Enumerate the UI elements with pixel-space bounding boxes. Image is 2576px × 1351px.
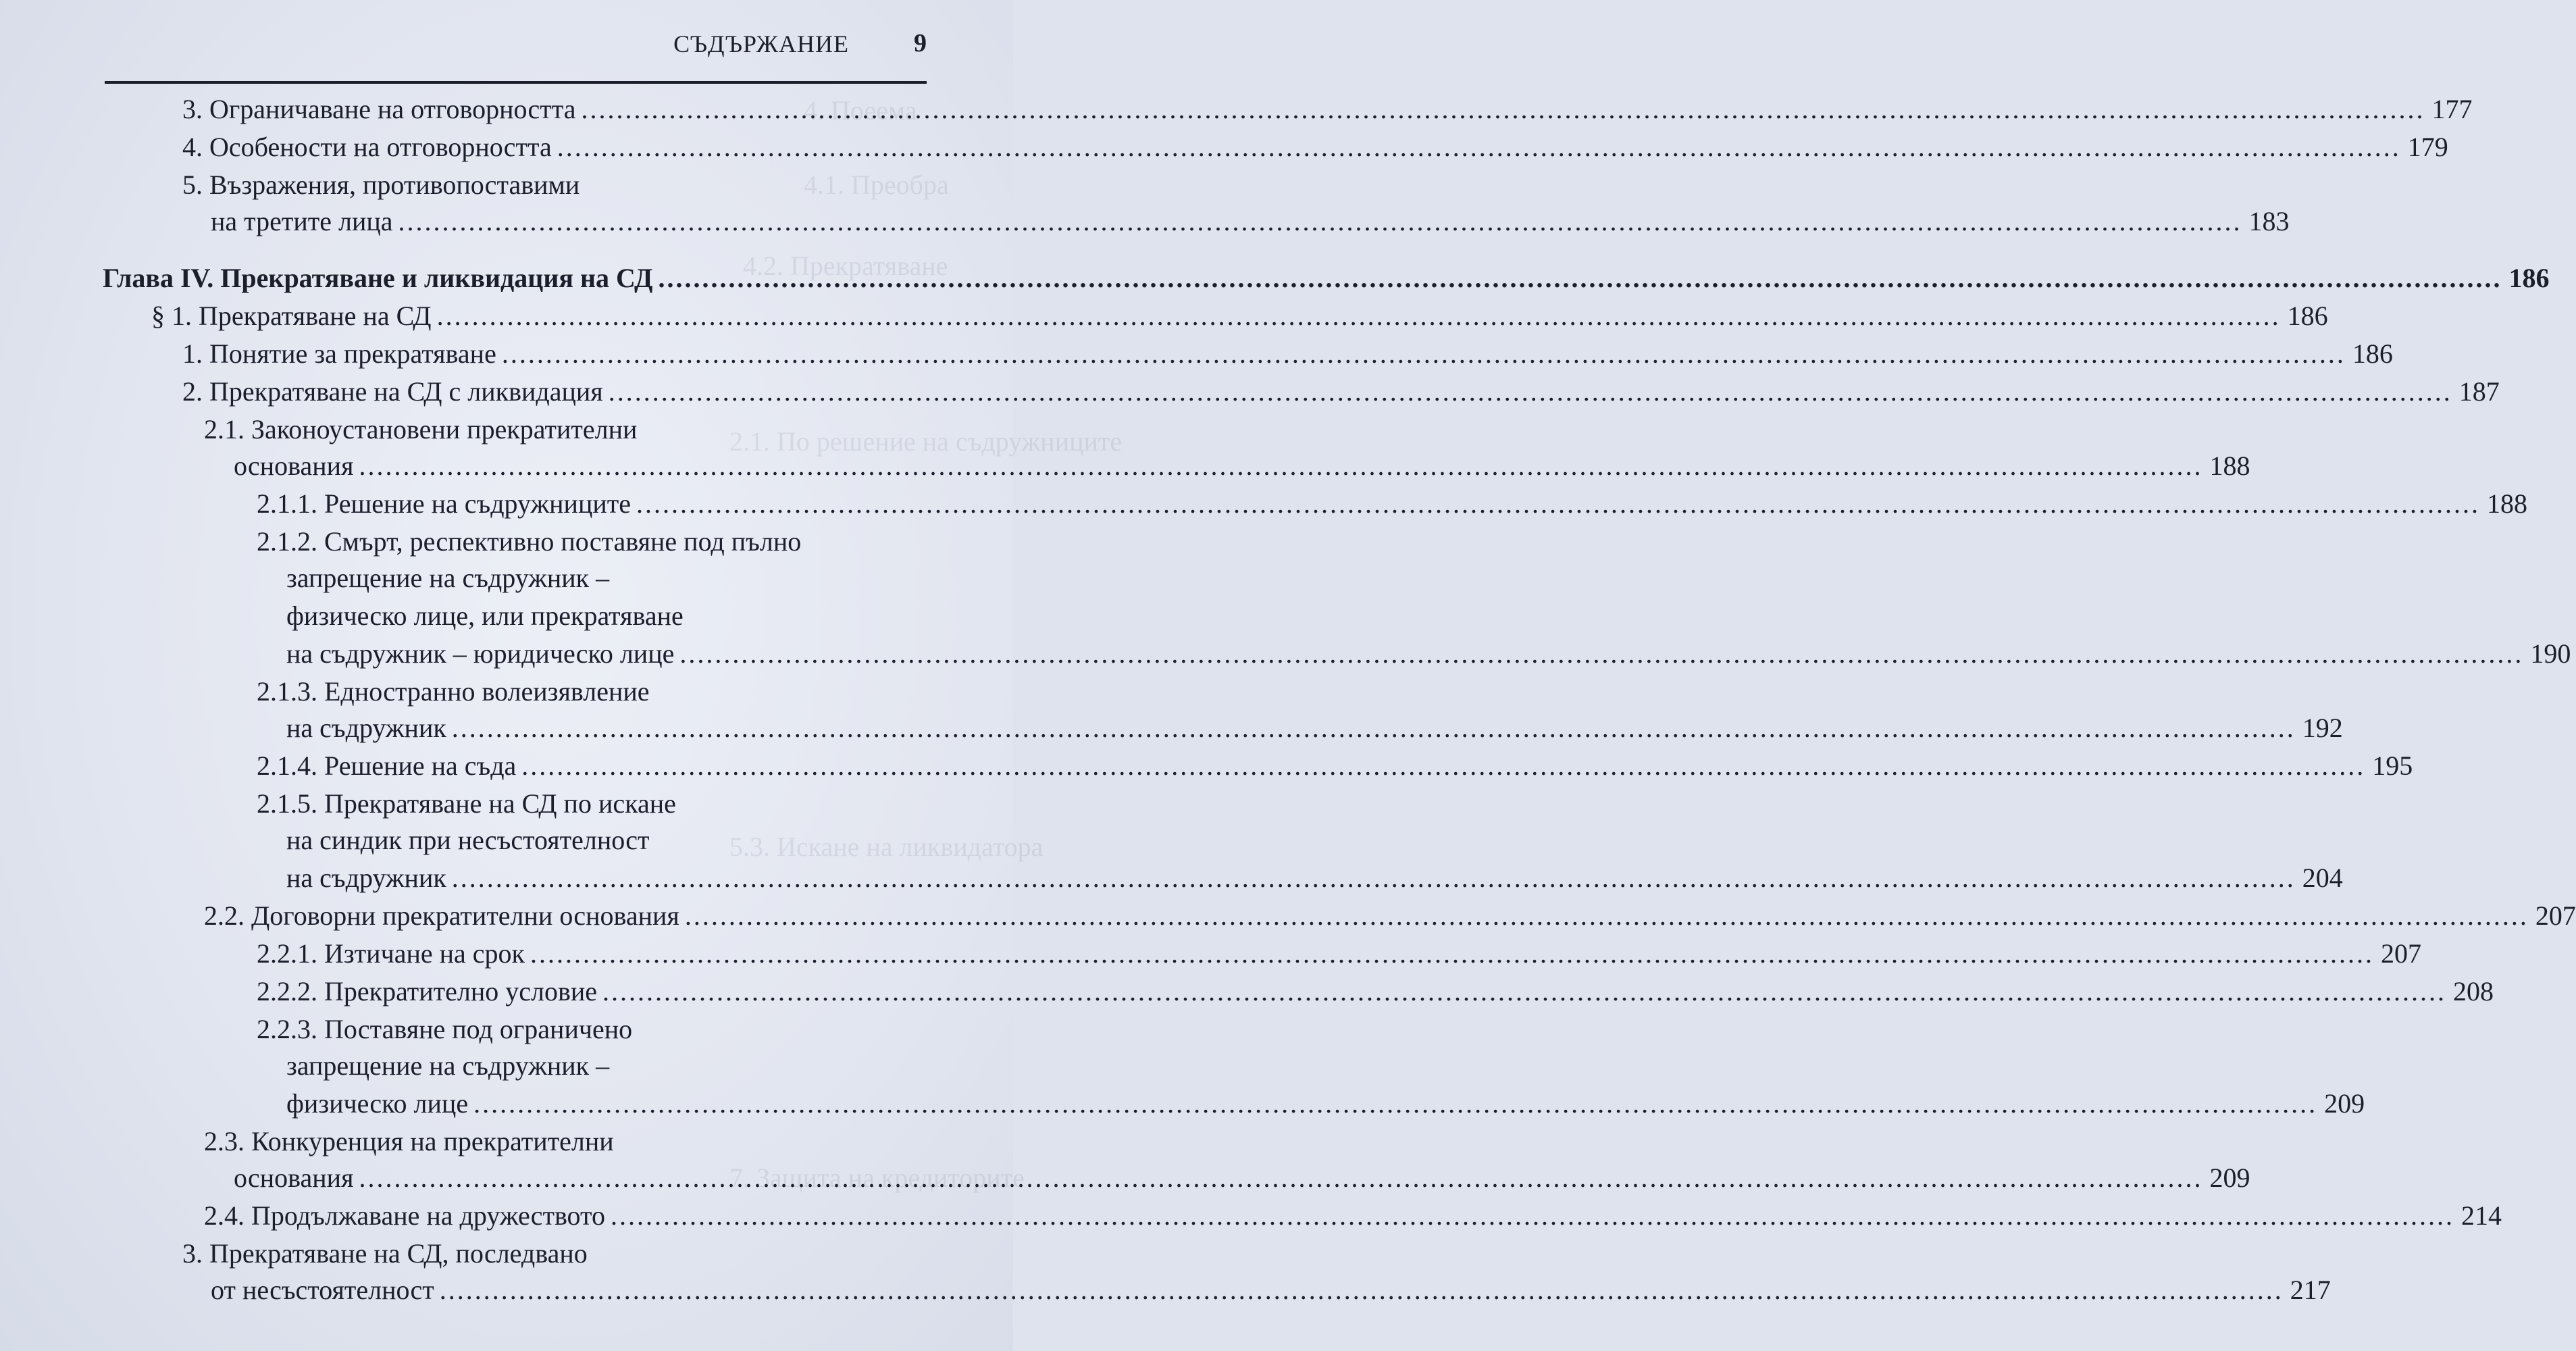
toc-line	[257, 1011, 632, 1048]
toc-entry-title: 2.3. Конкуренция на прекратителни	[204, 1126, 614, 1156]
toc-entry-title: 4. Особености на отговорността	[182, 132, 552, 162]
toc-entry-title-continuation: от несъстоятелност	[211, 1275, 434, 1305]
toc-line	[234, 1159, 2250, 1197]
toc-line	[286, 559, 609, 597]
bleed-through-text: 2.1. По решение на съдружниците	[729, 426, 1123, 457]
dot-leader	[473, 1085, 2317, 1123]
toc-page-number: 208	[2453, 976, 2494, 1006]
toc-line	[257, 973, 2494, 1011]
toc-entry-title: 2.2.3. Поставяне под ограничено	[257, 1014, 633, 1044]
toc-line	[257, 523, 801, 561]
page-number: 9	[914, 29, 927, 57]
toc-line	[182, 335, 2393, 373]
toc-line	[182, 128, 2448, 166]
toc-entry-title-continuation: запрещение на съдружник –	[286, 563, 610, 593]
toc-line	[286, 859, 2343, 897]
toc-line	[286, 597, 684, 635]
dot-leader	[502, 335, 2346, 373]
toc-line	[257, 485, 2527, 523]
dot-leader	[359, 1159, 2203, 1197]
dot-leader	[685, 897, 2529, 935]
toc-line	[257, 785, 676, 823]
dot-leader	[440, 1271, 2284, 1309]
toc-entry-title: 2.1.2. Смърт, респективно поставяне под пълно	[257, 526, 802, 557]
toc-page-number: 183	[2248, 206, 2290, 236]
dot-leader	[452, 709, 2296, 747]
toc-line	[286, 1047, 609, 1085]
toc-line	[182, 91, 2473, 128]
toc-line	[182, 166, 579, 204]
dot-leader	[636, 485, 2480, 523]
toc-line	[286, 635, 2571, 673]
dot-leader	[521, 747, 2365, 785]
toc-page-number: 186	[2287, 301, 2328, 331]
toc-page-number: 217	[2290, 1275, 2331, 1305]
toc-entry-title: 2.2. Договорни прекратителни основания	[204, 900, 679, 931]
toc-entry-title: 3. Ограничаване на отговорността	[182, 94, 576, 124]
toc-entry-title-continuation: запрещение на съдружник –	[286, 1050, 610, 1081]
dot-leader	[679, 635, 2523, 673]
dot-leader	[359, 447, 2203, 485]
dot-leader	[437, 297, 2281, 335]
toc-entry-title-continuation: основания	[234, 1163, 354, 1193]
running-header	[105, 24, 927, 84]
toc-entry-title: 2.1. Законоустановени прекратителни	[204, 414, 638, 444]
toc-page-number: 192	[2302, 713, 2343, 743]
dot-leader	[609, 373, 2452, 411]
toc-entry-title: 2.1.5. Прекратяване на СД по искане	[257, 788, 676, 819]
toc-entry-title: 2.4. Продължаване на дружеството	[204, 1200, 605, 1231]
toc-line	[234, 447, 2250, 485]
toc-page-number: 214	[2461, 1200, 2502, 1231]
toc-entry-title: 1. Понятие за прекратяване	[182, 338, 496, 369]
toc-page-number: 195	[2372, 750, 2413, 781]
dot-leader	[557, 128, 2401, 166]
toc-line	[257, 673, 650, 711]
bleed-through-text: 7. Защита на кредиторите	[729, 1163, 1025, 1193]
dot-leader	[582, 91, 2425, 128]
dot-leader	[611, 1197, 2454, 1235]
toc-page-number: 204	[2302, 863, 2343, 893]
toc-entry-title-continuation: физическо лице, или прекратяване	[286, 601, 684, 631]
bleed-through-text: 4.2. Прекратяване	[743, 251, 948, 281]
dot-leader	[452, 859, 2296, 897]
toc-line	[211, 203, 2290, 240]
toc-entry-title-continuation: на третите лица	[211, 206, 393, 236]
bleed-through-text: 4. Поеема	[804, 95, 917, 126]
toc-line	[286, 1085, 2365, 1123]
toc-page-number: 207	[2535, 900, 2576, 931]
toc-entry-title: 2.1.1. Решение на съдружниците	[257, 488, 631, 519]
toc-page-number: 179	[2407, 132, 2448, 162]
toc-page-number: 209	[2209, 1163, 2250, 1193]
toc-line	[151, 297, 2328, 335]
toc-line	[211, 1271, 2331, 1309]
toc-page-number: 187	[2458, 376, 2500, 407]
toc-line	[204, 1197, 2502, 1235]
toc-line	[286, 709, 2343, 747]
toc-entry-title-continuation: на синдик при несъстоятелност	[286, 825, 650, 855]
toc-page-number: 188	[2209, 451, 2250, 481]
toc-page-number: 188	[2486, 488, 2527, 519]
toc-line	[204, 1123, 614, 1161]
toc-line	[182, 373, 2500, 411]
toc-page-number: 186	[2352, 338, 2393, 369]
toc-entry-title: 2. Прекратяване на СД с ликвидация	[182, 376, 603, 407]
toc-entry-title: 3. Прекратяване на СД, последвано	[182, 1238, 588, 1269]
toc-line	[257, 747, 2413, 785]
toc-line	[257, 935, 2421, 973]
toc-entry-title: 2.2.2. Прекратително условие	[257, 976, 598, 1006]
toc-entry-title-continuation: на съдружник	[286, 713, 446, 743]
toc-entry-title: § 1. Прекратяване на СД	[151, 301, 432, 331]
toc-entry-title-continuation: на съдружник	[286, 863, 446, 893]
toc-line	[103, 259, 2550, 297]
toc-page-number: 209	[2324, 1088, 2365, 1119]
toc-entry-title: 2.1.3. Едностранно волеизявление	[257, 676, 650, 707]
toc-entry-title: 2.2.1. Изтичане на срок	[257, 938, 525, 969]
bleed-through-text: 4.1. Преобра	[804, 170, 949, 200]
toc-entry-title-continuation: физическо лице	[286, 1088, 469, 1119]
toc-entry-title: 2.1.4. Решение на съда	[257, 750, 517, 781]
toc-line	[286, 821, 650, 859]
running-title: СЪДЪРЖАНИЕ	[673, 30, 849, 57]
dot-leader	[602, 973, 2446, 1011]
toc-entry-title-continuation: на съдружник – юридическо лице	[286, 638, 675, 669]
toc-entry-title-continuation: основания	[234, 451, 354, 481]
toc-line	[204, 897, 2576, 935]
toc-page-number: 177	[2431, 94, 2473, 124]
dot-leader	[530, 935, 2374, 973]
toc-page-number: 190	[2530, 638, 2571, 669]
dot-leader	[398, 203, 2242, 240]
dot-leader	[658, 259, 2502, 297]
toc-page-number: 186	[2508, 263, 2550, 293]
toc-line	[204, 411, 637, 449]
toc-chapter-title: Глава IV. Прекратяване и ликвидация на СД	[103, 263, 653, 293]
toc-page-number: 207	[2380, 938, 2421, 969]
toc-entry-title: 5. Възражения, противопоставими	[182, 170, 580, 200]
bleed-through-text: 5.3. Искане на ликвидатора	[729, 832, 1044, 862]
toc-line	[182, 1235, 588, 1273]
